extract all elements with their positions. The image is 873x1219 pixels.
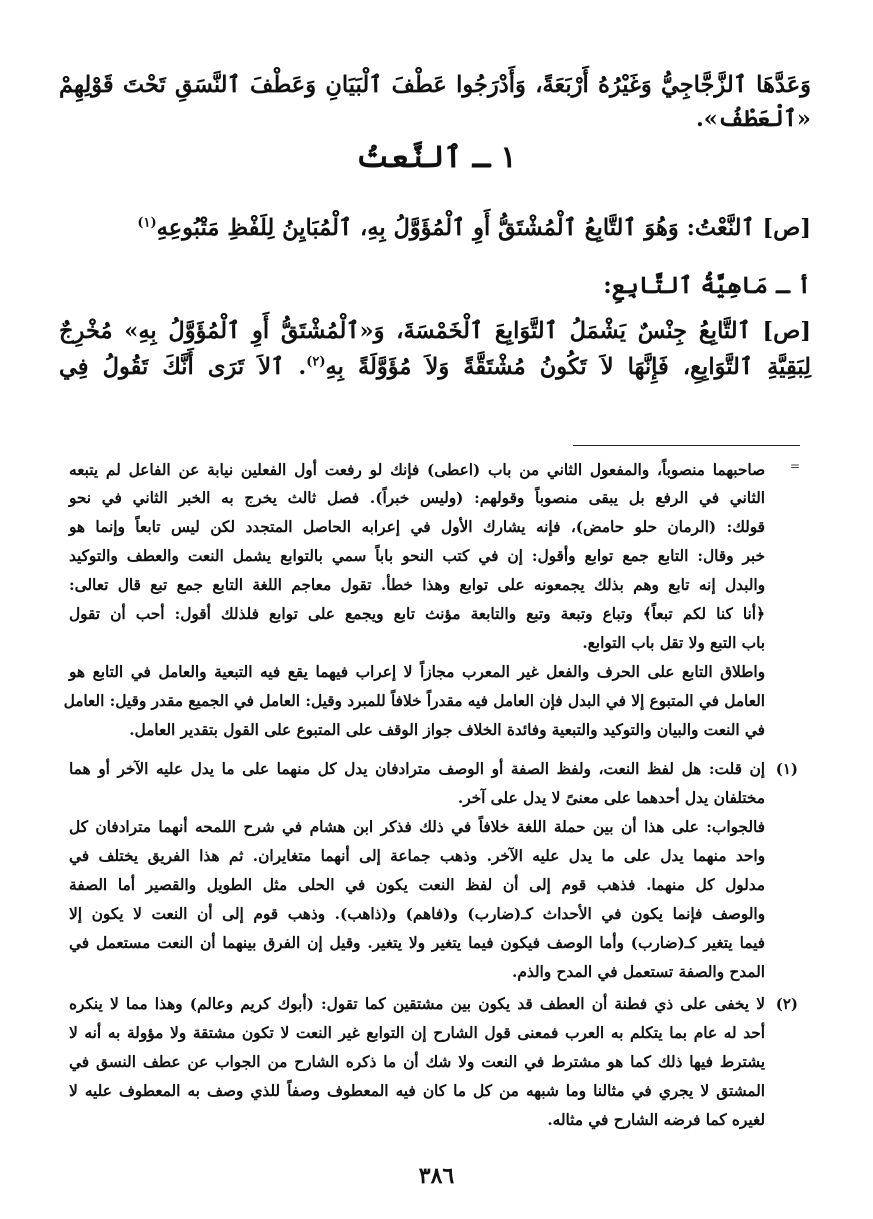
footnote-1-line: مختلفان يدل أحدهما على معنىً لا يدل على آخر. [457,789,765,807]
section-title: ١ ـ ٱلنَّعتُ [356,140,517,175]
body-line-2-tail: ٱلاَ تَرَى أَنَّكَ تَقُولُ فِي [59,354,285,380]
footnote-2-line: لغيره كما فرضه الشارح في مثاله. [547,1111,765,1129]
footnote-ref-2: (٢) [306,354,326,370]
footnote-cont-line: في النعت والبيان والتوكيد والتبعية وفائدة الخلاف جواز الوقف على المتبوع على القول بتقدير العامل. [129,721,765,739]
footnote-1-line: المدح والصفة تستعمل في المدح والذم. [512,963,765,981]
continuation-mark: = [789,459,800,473]
footnote-2-line: لا يخفى على ذي فطنة أن العطف قد يكون بين مشتقين كما تقول: (أبوك كريم وعالم) وهذا مما لا ينكره [69,995,765,1013]
body-line-2: لِبَقِيَّةِ ٱلتَّوَابِعِ، فَإِنَّهَا لاَ تَكُونُ مُشْتَقَّةً وَلاَ مُؤَوَّلَةً بِهِ$^{(٢)}$. ٱلاَ تَرَى أَنَّكَ تَقُولُ فِي [59,354,811,380]
footnote-cont-line: صاحبهما منصوباً، والمفعول الثاني من باب (اعطى) فإنك لو رفعت أول الفعلين نيابة عن الفاعل لم يتبعه [69,461,765,479]
body-line-1: [ص] ٱلتَّابِعُ جِنْسٌ يَشْمَلُ ٱلتَّوَابِعَ ٱلْخَمْسَةَ، وَ«ٱلْمُشْتَقُّ أَوِ ٱلْمُؤَوَّلُ بِهِ» مُخْرِجٌ [59,318,811,344]
footnote-2-number: (٢) [775,995,798,1013]
footnote-separator [573,445,800,446]
footnote-1-number: (١) [775,760,798,778]
footnote-cont-line: والبدل إنه تابع وهم بذلك يجمعونه على توابع وهذا خطأ. تقول معاجم اللغة التابع جمع تبع قال تعالى: [69,576,765,594]
footnote-1-line: واحد منهما يدل على ما يدل عليه الآخر. وذهب جماعة إلى أنهما متغايران. ثم هذا الفريق يختلف في [69,847,765,865]
footnote-cont-line: قولك: (الرمان حلو حامض)، فإنه يشارك الأول في إعرابه الحاصل المتجدد لكن ليس تابعاً وإنما هو [69,518,765,536]
footnote-1-line: فيما يتغير كـ(ضارب) وأما الوصف فيكون فيما يتغير ولا يتغير. وقيل إن الفرق بينهما أن النعت مستعمل في [69,934,765,952]
footnote-1-line: إن قلت: هل لفظ النعت، ولفظ الصفة أو الوصف مترادفان يدل كل منهما على ما يدل عليه الآخر أو هما [69,760,765,778]
footnote-cont-line: واطلاق التابع على الحرف والفعل غير المعرب مجازاً لا إعراب فيهما يقع فيه التبعية والعامل في التابع هو [69,663,765,681]
footnote-cont-line: ﴿أنا كنا لكم تبعاً﴾ وتباع وتبعة وتبع والتابعة مؤنث تابع ويجمع على توابع فلذلك أقول: أحب أن تقول [69,605,765,623]
subheading: أ ـ مَاهِيَّةُ ٱلتَّابِعِ: [603,272,811,299]
footnote-cont-line: خبر وقال: التابع جمع توابع وأقول: إن في كتب النحو باباً سمي بالتوابع يشمل النعت والعطف والتوكيد [69,547,765,565]
footnote-1-line: والوصف فإنما يكون في الأحداث كـ(ضارب) و(فاهم) و(ذاهب). وذهب قوم إلى أن النعت لا يكون إلا [69,905,765,923]
page-number: ٣٨٦ [418,1163,455,1189]
footnote-1-line: فالجواب: على هذا أن بين حملة اللغة خلافاً في ذلك فذكر ابن هشام في شرح اللمحه أنهما مترادفان كل [69,818,765,836]
intro-line-1: وَعَدَّهَا ٱلزَّجَّاجِيُّ وَغَيْرُهُ أَرْبَعَةً، وَأَدْرَجُوا عَطْفَ ٱلْبَيَانِ وَعَطْفَ ٱلنَّسَقِ تَحْتَ قَوْلِهِمْ [59,72,811,98]
footnote-cont-line: العامل في المتبوع إلا في البدل فإن العامل فيه مقدراً خلافاً للمبرد وقيل: العامل في الجميع مقدر وقيل: العامل [63,692,765,710]
footnote-2-line: يشترط فيها ذلك كما هو مشترط في النعت ولا شك أن ما ذكره الشارح من الجواب عن عطف النسق في [69,1053,765,1071]
footnote-2-line: المشتق لا يجري في مثالنا وما شبهه من كل ما كان فيه المعطوف وصفاً للذي وصف به المعطوف عليه لا [69,1082,765,1100]
footnote-ref-1: (١) [137,215,157,231]
definition-line [137,215,811,241]
footnote-2-line: أحد له عام بما يتكلم به العرب فمعنى قول الشارح إن التوابع غير النعت لا تكون مشتقة ولا مؤولة به أنه لا [69,1024,765,1042]
definition-text: [ص] ٱلنَّعْتُ: وَهُوَ ٱلتَّابِعُ ٱلْمُشْتَقُّ أَوِ ٱلْمُؤَوَّلُ بِهِ، ٱلْمُبَايِنُ لِلَفْظِ مَتْبُوعِهِ [156,215,811,241]
footnote-cont-line: باب التبع ولا تقل باب التوابع. [582,634,765,652]
footnote-cont-line: الثاني في الرفع بل يبقى منصوباً وقولهم: (وليس خبراً). فصل ثالث يخرج به الخبر الثاني في نحو [69,489,765,507]
body-line-2-text: لِبَقِيَّةِ ٱلتَّوَابِعِ، فَإِنَّهَا لاَ تَكُونُ مُشْتَقَّةً وَلاَ مُؤَوَّلَةً بِهِ [325,354,811,380]
footnote-1-line: مدلول كل منهما. فذهب قوم إلى أن لفظ النعت يكون في الحلى مثل الطويل والقصير أما الصفة [69,876,765,894]
intro-line-2: «ٱلْعَطْفُ». [695,106,811,132]
